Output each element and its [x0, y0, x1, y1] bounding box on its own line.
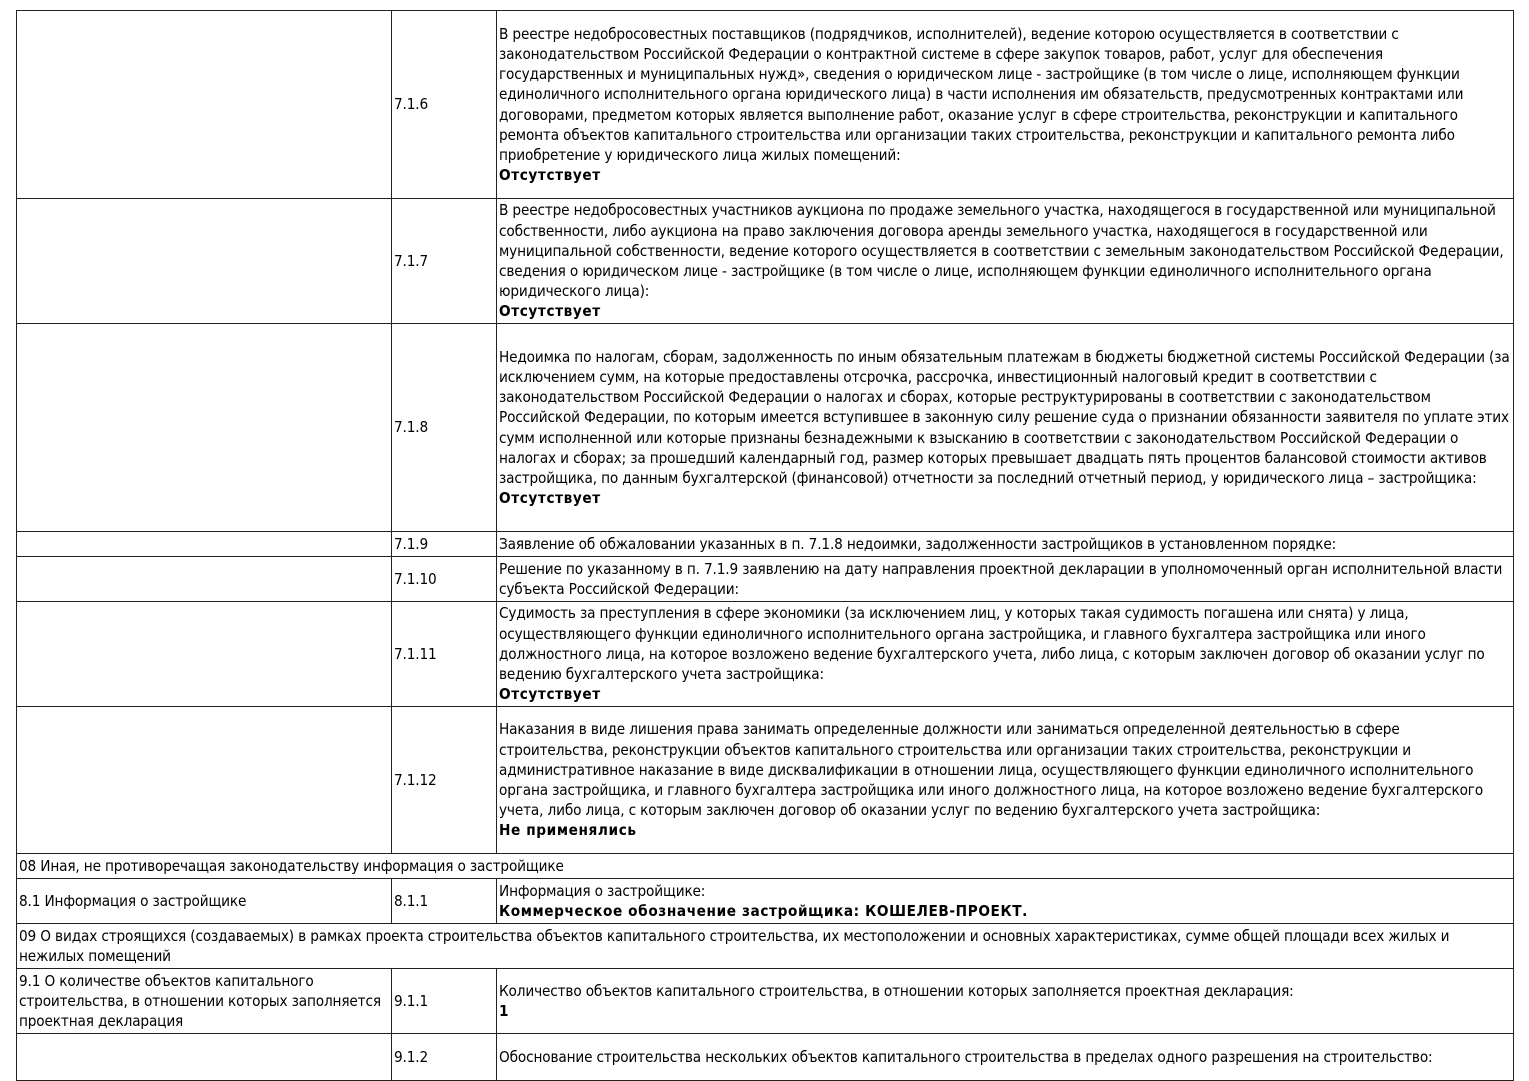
item-description: Судимость за преступления в сфере экономики (за исключением лиц, у которых такая судимость погашена или снята) у лица, осуществляющего функции единоличного исполнительного органа застройщика, и главного бухгалтера застройщика или иного должностного лица, на которое возложено ведение бухгалтерского учета, либо лица, с которым заключен договор об оказании услуг по ведению бухгалтерского учета застройщика: — [499, 604, 1485, 684]
subsection-cell — [17, 532, 392, 557]
item-content — [497, 557, 1514, 602]
section-header-row — [17, 924, 1514, 969]
item-value: Коммерческое обозначение застройщика: КОШЕЛЕВ-ПРОЕКТ. — [499, 902, 1028, 920]
item-description: Недоимка по налогам, сборам, задолженность по иным обязательным платежам в бюджеты бюджетной системы Российской Федерации (за исключением сумм, на которые предоставлены отсрочка, рассрочка, инвестиционный налоговый кредит в соответствии с законодательством Российской Федерации о налогах и сборах, которые реструктурированы в соответствии с законодательством Российской Федерации, по которым имеется вступившее в законную силу решение суда о признании обязанности заявителя по уплате этих сумм исполненной или которые признаны безнадежными к взысканию в соответствии с законодательством Российской Федерации о налогах и сборах; за прошедший календарный год, размер которых превышает двадцать пять процентов балансовой стоимости активов застройщика, по данным бухгалтерской (финансовой) отчетности за последний отчетный период, у юридического лица – застройщика: — [499, 347, 1510, 487]
table-row — [17, 1034, 1514, 1081]
item-content — [497, 199, 1514, 324]
item-code: 7.1.8 — [392, 324, 497, 532]
item-code: 8.1.1 — [392, 879, 497, 924]
table-row — [17, 199, 1514, 324]
subsection-cell — [17, 707, 392, 854]
table-row — [17, 532, 1514, 557]
item-code: 9.1.1 — [392, 969, 497, 1034]
item-content — [497, 532, 1514, 557]
subsection-cell: 9.1 О количестве объектов капитального строительства, в отношении которых заполняется проектная декларация — [17, 969, 392, 1034]
item-value: Отсутствует — [499, 489, 601, 508]
item-description: Наказания в виде лишения права занимать определенные должности или заниматься определенной деятельностью в сфере строительства, реконструкции объектов капитального строительства или организации таких строительства, реконструкции и административное наказание в виде дисквалификации в отношении лица, осуществляющего функции единоличного исполнительного органа застройщика, и главного бухгалтера застройщика или иного должностного лица, на которое возложено ведение бухгалтерского учета, либо лица, с которым заключен договор об оказании услуг по ведению бухгалтерского учета застройщика: — [499, 720, 1484, 820]
table-row — [17, 602, 1514, 707]
item-code: 7.1.6 — [392, 11, 497, 199]
item-description: Количество объектов капитального строительства, в отношении которых заполняется проектная декларация: — [499, 981, 1294, 1000]
table-row — [17, 707, 1514, 854]
item-content — [497, 879, 1514, 924]
section-header-row — [17, 854, 1514, 879]
item-content — [497, 1034, 1514, 1081]
item-code: 7.1.11 — [392, 602, 497, 707]
item-description: Информация о застройщике: — [499, 881, 706, 900]
item-value: 1 — [499, 1002, 510, 1020]
item-description: Обоснование строительства нескольких объектов капитального строительства в пределах одного разрешения на строительство: — [499, 1047, 1433, 1066]
item-code: 9.1.2 — [392, 1034, 497, 1081]
section-title: 08 Иная, не противоречащая законодательству информация о застройщике — [17, 854, 1514, 879]
table-row — [17, 969, 1514, 1034]
section-title: 09 О видах строящихся (создаваемых) в рамках проекта строительства объектов капитального строительства, их местоположении и основных характеристиках, сумме общей площади всех жилых и нежилых помещений — [17, 924, 1514, 969]
table-row — [17, 557, 1514, 602]
subsection-cell — [17, 11, 392, 199]
subsection-cell — [17, 324, 392, 532]
item-code: 7.1.12 — [392, 707, 497, 854]
item-value: Отсутствует — [499, 302, 601, 321]
item-description: Решение по указанному в п. 7.1.9 заявлению на дату направления проектной декларации в уполномоченный орган исполнительной власти субъекта Российской Федерации: — [499, 559, 1503, 598]
item-value: Не применялись — [499, 821, 637, 840]
subsection-cell — [17, 199, 392, 324]
table-row — [17, 11, 1514, 199]
item-code: 7.1.7 — [392, 199, 497, 324]
item-code: 7.1.9 — [392, 532, 497, 557]
item-content — [497, 324, 1514, 532]
declaration-table — [16, 10, 1514, 1081]
subsection-cell — [17, 557, 392, 602]
item-content — [497, 602, 1514, 707]
subsection-cell — [17, 602, 392, 707]
item-value: Отсутствует — [499, 685, 601, 704]
table-row — [17, 879, 1514, 924]
table-row — [17, 324, 1514, 532]
item-description: В реестре недобросовестных поставщиков (подрядчиков, исполнителей), ведение которою осуществляется в соответствии с законодательством Российской Федерации о контрактной системе в сфере закупок товаров, работ, услуг для обеспечения государственных и муниципальных нужд», сведения о юридическом лице - застройщике (в том числе о лице, исполняющем функции единоличного исполнительного органа юридического лица) в части исполнения им обязательств, предусмотренных контрактами или договорами, предметом которых является выполнение работ, оказание услуг в сфере строительства, реконструкции и капитального ремонта объектов капитального строительства или организации таких строительства, реконструкции и капитального ремонта либо приобретение у юридического лица жилых помещений: — [499, 24, 1464, 164]
subsection-cell: 8.1 Информация о застройщике — [17, 879, 392, 924]
item-value: Отсутствует — [499, 166, 601, 185]
item-code: 7.1.10 — [392, 557, 497, 602]
item-content — [497, 969, 1514, 1034]
item-content — [497, 707, 1514, 854]
item-description: В реестре недобросовестных участников аукциона по продаже земельного участка, находящегося в государственной или муниципальной собственности, либо аукциона на право заключения договора аренды земельного участка, находящегося в государственной или муниципальной собственности, ведение которого осуществляется в соответствии с земельным законодательством Российской Федерации, сведения о юридическом лице - застройщике (в том числе о лице, исполняющем функции единоличного исполнительного органа юридического лица): — [499, 201, 1504, 301]
item-description: Заявление об обжаловании указанных в п. 7.1.8 недоимки, задолженности застройщиков в установленном порядке: — [499, 534, 1337, 553]
subsection-cell — [17, 1034, 392, 1081]
item-content — [497, 11, 1514, 199]
